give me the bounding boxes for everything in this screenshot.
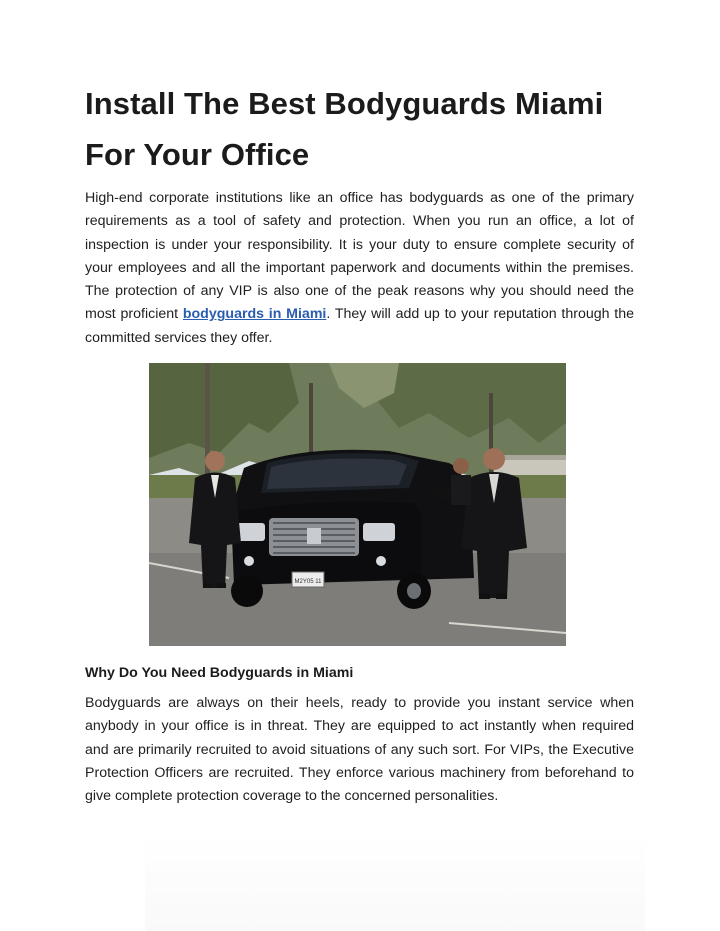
intro-paragraph <box>85 187 634 350</box>
intro-text: High-end corporate institutions like an office has bodyguards as one of the primary requirements as a tool of safety and protection. When you run an office, a lot of inspection is under your responsibility. It is your duty to ensure complete security of your employees and all the important paperwork and documents within the premises. The protection of any VIP is also one of the peak reasons why you should need the most proficient <box>85 190 634 323</box>
section-heading: Why Do You Need Bodyguards in Miami <box>85 665 354 681</box>
intro-text-end: . They will add up to your reputation through the committed services they offer. <box>85 306 634 346</box>
body-paragraph: Bodyguards are always on their heels, ready to provide you instant service when anybody in your office is in threat. They are equipped to act instantly when required and are primarily recruited to avoid situations of any such sort. For VIPs, the Executive Protection Officers are recruited. They enforce various machinery from beforehand to give complete protection coverage to the concerned personalities. <box>85 695 634 805</box>
page-title: Install The Best Bodyguards Miami For Your Office <box>85 86 604 172</box>
bodyguards-in-miami-link[interactable]: bodyguards in Miami <box>182 306 327 323</box>
bodyguards-suv-photo <box>149 363 566 646</box>
page-shadow <box>145 835 645 931</box>
license-plate-text: M2Y05 11 <box>294 579 322 585</box>
